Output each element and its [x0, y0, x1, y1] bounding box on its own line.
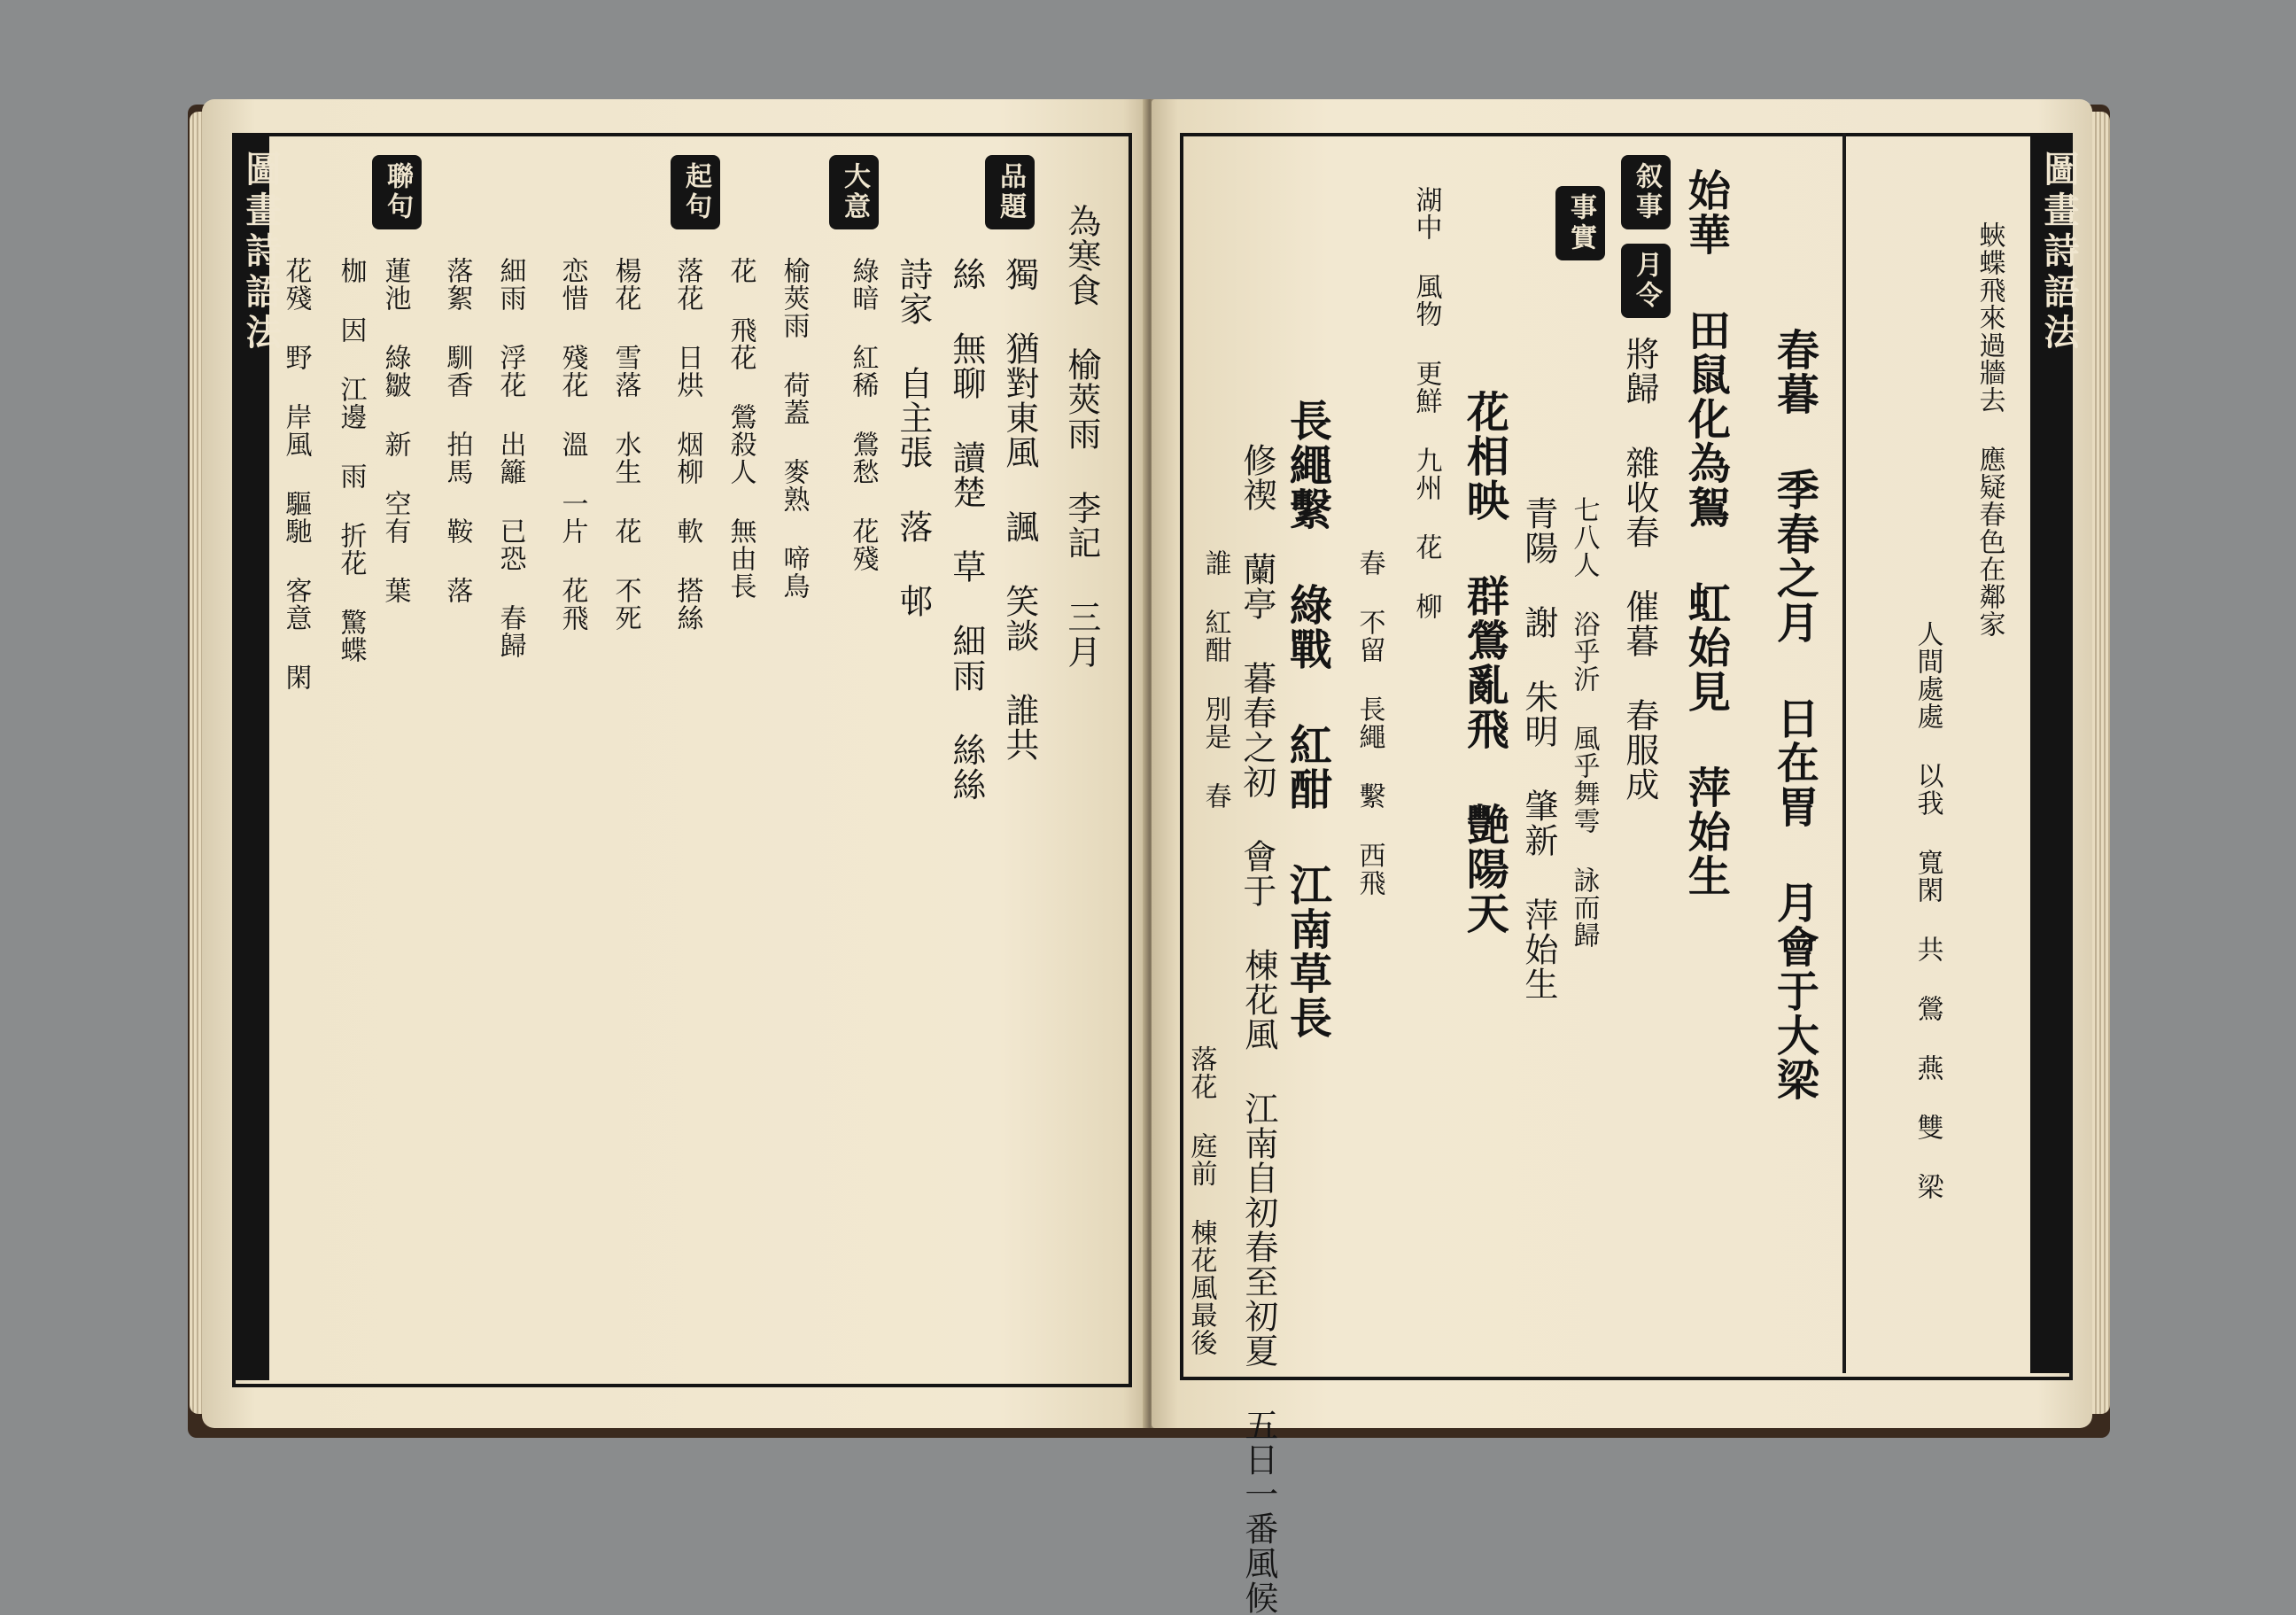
left-column-4: 詩家 自主張 落 邨 — [893, 257, 933, 618]
right-column-10: 春 不留 長繩 繫 西飛 — [1354, 549, 1385, 897]
left-column-5: 綠暗 紅稀 鶯愁 花殘 — [847, 257, 879, 572]
right-column-2: 人間處處 以我 寬閑 共 鶯 燕 雙 梁 — [1912, 620, 1943, 1200]
right-column-14: 棟花風 江南自初春至初夏 五日一番風候 — [1238, 948, 1278, 1615]
left-column-7: 花 飛花 鶯殺人 無由長 — [725, 257, 756, 600]
right-column-9: 湖中 風物 更鮮 九州 花 柳 — [1410, 186, 1442, 620]
right-column-12: 修禊 蘭亭 暮春之初 會于 — [1237, 443, 1276, 908]
label-shishi: 事實 — [1555, 186, 1605, 260]
right-column-8: 花相映 群鶯亂飛 艷陽天 — [1459, 390, 1509, 936]
left-column-6: 榆莢雨 荷蓋 麥熟 啼鳥 — [778, 257, 810, 600]
right-column-4: 始華 田鼠化為鴽 虹始見 萍始生 — [1680, 168, 1731, 898]
right-column-3: 春暮 季春之月 日在胃 月會于大梁 — [1769, 328, 1819, 1102]
right-column-11: 長繩繫 綠戰 紅酣 江南草長 — [1282, 399, 1332, 1040]
label-pinti: 品題 — [985, 155, 1035, 229]
left-column-14: 枷 因 江邊 雨 折花 驚蝶 — [335, 257, 367, 664]
left-column-8: 落花 日烘 烟柳 軟 搭絲 — [671, 257, 703, 632]
right-column-divider — [1842, 133, 1846, 1373]
right-column-5: 將歸 雜收春 催暮 春服成 — [1619, 337, 1659, 802]
label-yueling: 月令 — [1621, 244, 1671, 318]
right-column-7: 青陽 謝 朱明 肇新 萍始生 — [1518, 496, 1558, 1001]
label-dayi: 大意 — [829, 155, 879, 229]
left-column-2: 獨 猶對東風 諷 笑談 誰共 — [999, 257, 1039, 762]
left-column-11: 細雨 浮花 出籬 已恐 春歸 — [494, 257, 526, 659]
right-side-title: 圖畫詩語法 — [2038, 151, 2080, 354]
right-column-1: 蛺蝶飛來過牆去 應疑春色在鄰家 — [1974, 221, 2005, 638]
right-column-6: 七八人 浴乎沂 風乎舞雩 詠而歸 — [1568, 496, 1600, 949]
label-qiju: 起句 — [671, 155, 720, 229]
left-column-9: 楊花 雪落 水生 花 不死 — [609, 257, 641, 632]
left-side-title: 圖畫詩語法 — [240, 151, 282, 354]
right-column-15: 落花 庭前 棟花風最後 — [1185, 1045, 1217, 1356]
left-column-3: 絲 無聊 讀楚 草 細雨 絲絲 — [946, 257, 986, 802]
left-column-15: 花殘 野 岸風 驅馳 客意 閑 — [280, 257, 312, 691]
left-column-12: 落絮 馴香 拍馬 鞍 落 — [441, 257, 473, 604]
left-column-1: 為寒食 榆莢雨 李記 三月 — [1061, 204, 1101, 669]
left-column-10: 恋惜 殘花 溫 一片 花飛 — [556, 257, 588, 632]
label-xushi: 叙事 — [1621, 155, 1671, 229]
left-column-13: 蓮池 綠皺 新 空有 葉 — [379, 257, 411, 604]
right-column-13: 誰 紅酣 別是 春 — [1199, 549, 1231, 810]
label-lianju: 聯句 — [372, 155, 422, 229]
